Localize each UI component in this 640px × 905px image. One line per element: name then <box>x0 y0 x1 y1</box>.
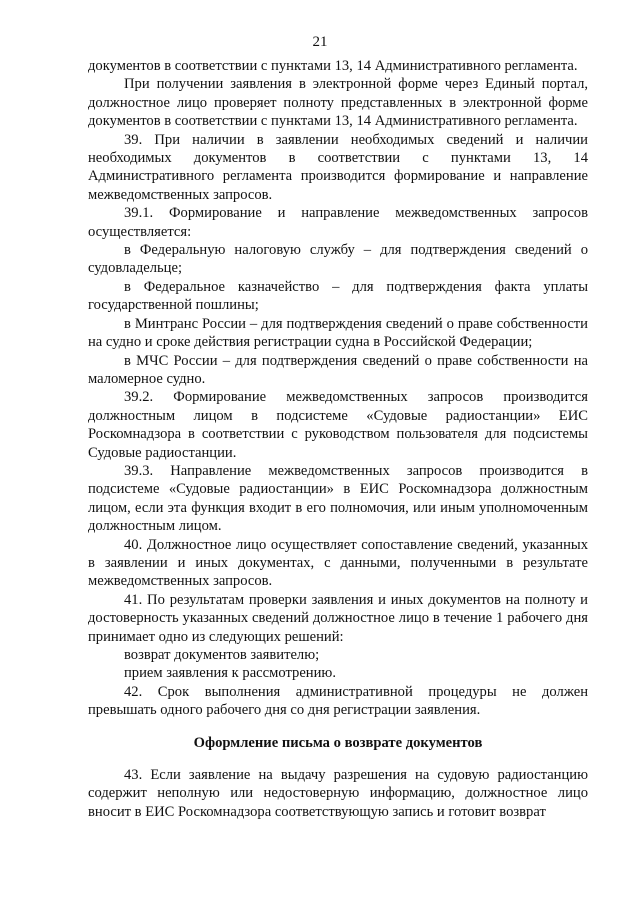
paragraph: 41. По результатам проверки заявления и иных документов на полноту и достоверность указанных сведений должностное лицо в течение 1 рабочего дня принимает одно из следующих решений: <box>88 591 588 645</box>
paragraph: 39.3. Направление межведомственных запросов производится в подсистеме «Судовые радиостанции» в ЕИС Роскомнадзора должностным лицом, если эта функция входит в его полномочия, или иным уполномоченным должностным лицом. <box>88 462 588 535</box>
paragraph: 43. Если заявление на выдачу разрешения на судовую радиостанцию содержит неполную или недостоверную информацию, должностное лицо вносит в ЕИС Роскомнадзора соответствующую запись и готовит возврат <box>88 767 588 820</box>
paragraph: в Минтранс России – для подтверждения сведений о праве собственности на судно и сроке действия регистрации судна в Российской Федерации; <box>88 315 588 351</box>
paragraph: 39. При наличии в заявлении необходимых сведений и наличии необходимых документов в соответствии с пунктами 13, 14 Административного регламента производится формирование и направление межведомственных запросов. <box>88 131 588 203</box>
list-item: возврат документов заявителю; <box>124 647 320 663</box>
paragraph: 39.1. Формирование и направление межведомственных запросов осуществляется: <box>88 205 588 240</box>
section-heading: Оформление письма о возврате документов <box>193 734 483 751</box>
paragraph: 42. Срок выполнения административной процедуры не должен превышать одного рабочего дня со дня регистрации заявления. <box>88 683 588 719</box>
document-body <box>88 57 588 821</box>
page-number: 21 <box>312 34 328 50</box>
paragraph: При получении заявления в электронной форме через Единый портал, должностное лицо проверяет полноту представленных в электронной форме документов в соответствии с пунктами 13, 14 Административного регламента. <box>88 76 588 130</box>
paragraph: в МЧС России – для подтверждения сведений о праве собственности на маломерное судно. <box>88 352 588 387</box>
paragraph: документов в соответствии с пунктами 13, 14 Административного регламента. <box>88 58 578 74</box>
list-item: прием заявления к рассмотрению. <box>124 665 336 682</box>
paragraph: в Федеральное казначейство – для подтверждения факта уплаты государственной пошлины; <box>88 278 588 314</box>
paragraph: 40. Должностное лицо осуществляет сопоставление сведений, указанных в заявлении и иных документах, с данными, полученными в результате межведомственных запросов. <box>88 536 588 590</box>
paragraph: в Федеральную налоговую службу – для подтверждения сведений о судовладельце; <box>88 242 588 277</box>
paragraph: 39.2. Формирование межведомственных запросов производится должностным лицом в подсистеме «Судовые радиостанции» ЕИС Роскомнадзора в соответствии с руководством пользователя для подсистемы Судовые радиостанции. <box>88 389 588 461</box>
